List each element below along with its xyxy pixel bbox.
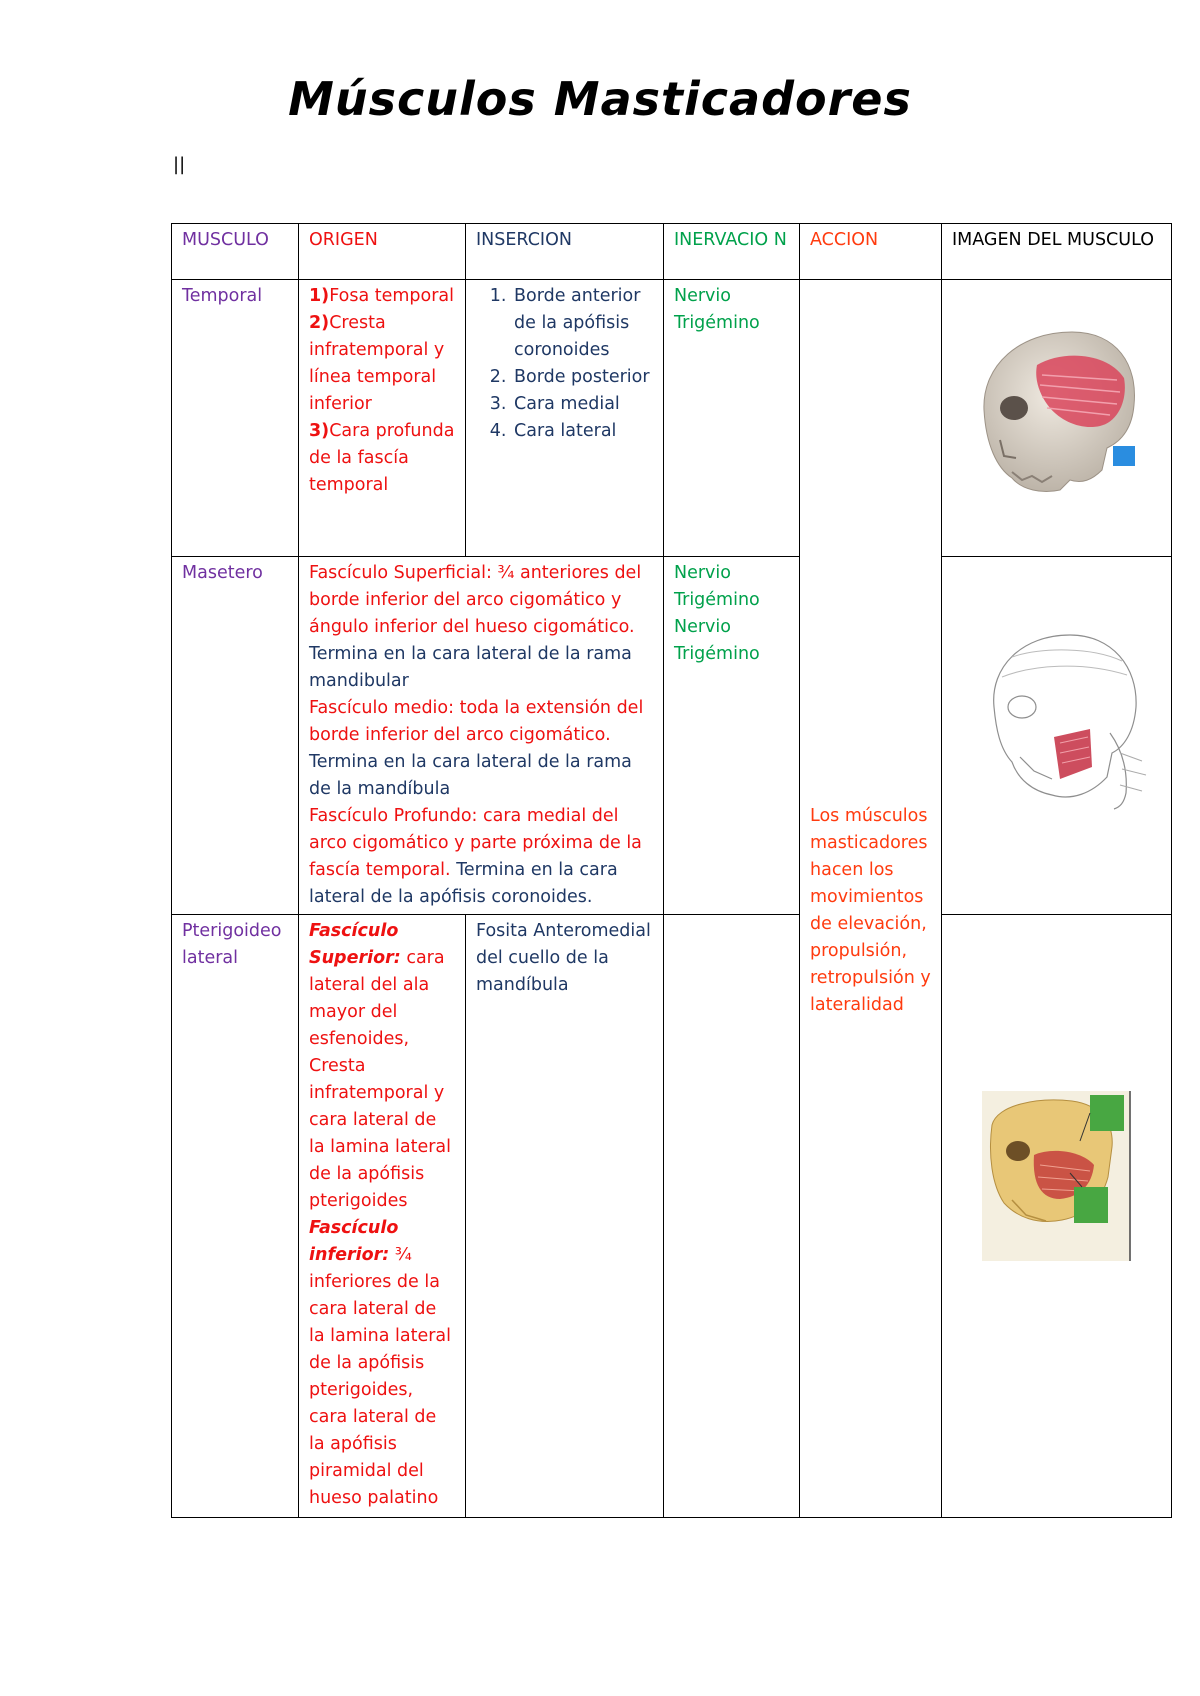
table-row-temporal: [172, 280, 1172, 557]
header-row: [172, 224, 1172, 280]
skull-temporal-image: [942, 280, 1172, 556]
imagen-temporal: [942, 280, 1172, 557]
fasciculo-medio: Fascículo medio: toda la extensión del borde inferior del arco cigomático.: [309, 698, 644, 745]
header-musculo: MUSCULO: [172, 224, 299, 280]
fasciculo-profundo-termina: Termina en la cara lateral de la apófisis coronoides.: [309, 860, 618, 907]
header-accion: ACCION: [800, 224, 942, 280]
origen-text: Cara profunda de la fascía temporal: [309, 421, 455, 495]
origen-num: 2): [309, 313, 330, 333]
origen-pterigoideo: [299, 915, 466, 1518]
skull-masetero-image: [942, 557, 1172, 909]
musculo-masetero: Masetero: [172, 557, 299, 915]
table-row-pterigoideo: [172, 915, 1172, 1518]
text-marker: ||: [173, 154, 186, 175]
muscles-table: [171, 223, 1172, 1518]
inervacion-temporal: Nervio Trigémino: [664, 280, 800, 557]
insercion-temporal: [466, 280, 664, 557]
list-item: 1. Borde anterior de la apófisis coronoides: [512, 283, 653, 364]
fasciculo-superficial: Fascículo Superficial: ¾ anteriores del borde inferior del arco cigomático y ángulo inferior del hueso cigomático.: [309, 563, 642, 637]
origen-temporal: [299, 280, 466, 557]
list-item: 4. Cara lateral: [512, 418, 653, 445]
musculo-temporal: Temporal: [172, 280, 299, 557]
accion-cell: [800, 280, 942, 1518]
page-title: Músculos Masticadores: [288, 72, 912, 126]
inervacion-text: Nervio Trigémino: [674, 617, 760, 664]
fasciculo-inferior-text: ¾ inferiores de la cara lateral de la lamina lateral de la apófisis pterigoides, cara lateral de la apófisis piramidal del hueso palatino: [309, 1245, 452, 1508]
origen-insercion-masetero: [299, 557, 664, 915]
musculo-pterigoideo: Pterigoideo lateral: [172, 915, 299, 1518]
inervacion-pterigoideo: [664, 915, 800, 1518]
fasciculo-profundo: Fascículo Profundo: cara medial del arco cigomático y parte próxima de la fascía temporal.: [309, 806, 642, 880]
fasciculo-inferior-label: Fascículo inferior:: [309, 1218, 399, 1265]
fasciculo-superficial-termina: Termina en la cara lateral de la rama mandibular: [309, 644, 632, 691]
accion-text: Los músculos masticadores hacen los movimientos de elevación, propulsión, retropulsión y lateralidad: [810, 806, 931, 1015]
skull-pterigoideo-image: [942, 915, 1172, 1517]
table-row-masetero: [172, 557, 1172, 915]
insercion-pterigoideo: Fosita Anteromedial del cuello de la mandíbula: [466, 915, 664, 1518]
imagen-pterigoideo: [942, 915, 1172, 1518]
imagen-masetero: [942, 557, 1172, 915]
fasciculo-superior-text: cara lateral del ala mayor del esfenoides, Cresta infratemporal y cara lateral de la lamina lateral de la apófisis pterigoides: [309, 948, 452, 1211]
inervacion-masetero: [664, 557, 800, 915]
header-origen: ORIGEN: [299, 224, 466, 280]
origen-text: Cresta infratemporal y línea temporal inferior: [309, 313, 445, 414]
inervacion-text: Nervio Trigémino: [674, 563, 760, 610]
header-imagen: IMAGEN DEL MUSCULO: [942, 224, 1172, 280]
fasciculo-superior-label: Fascículo Superior:: [309, 921, 401, 968]
insercion-list: [476, 283, 653, 445]
list-item: 3. Cara medial: [512, 391, 653, 418]
origen-num: 1): [309, 286, 330, 306]
fasciculo-medio-termina: Termina en la cara lateral de la rama de la mandíbula: [309, 752, 632, 799]
origen-text: Fosa temporal: [329, 286, 455, 306]
header-insercion: INSERCION: [466, 224, 664, 280]
header-inervacion: INERVACIO N: [664, 224, 800, 280]
list-item: 2. Borde posterior: [512, 364, 653, 391]
origen-num: 3): [309, 421, 330, 441]
